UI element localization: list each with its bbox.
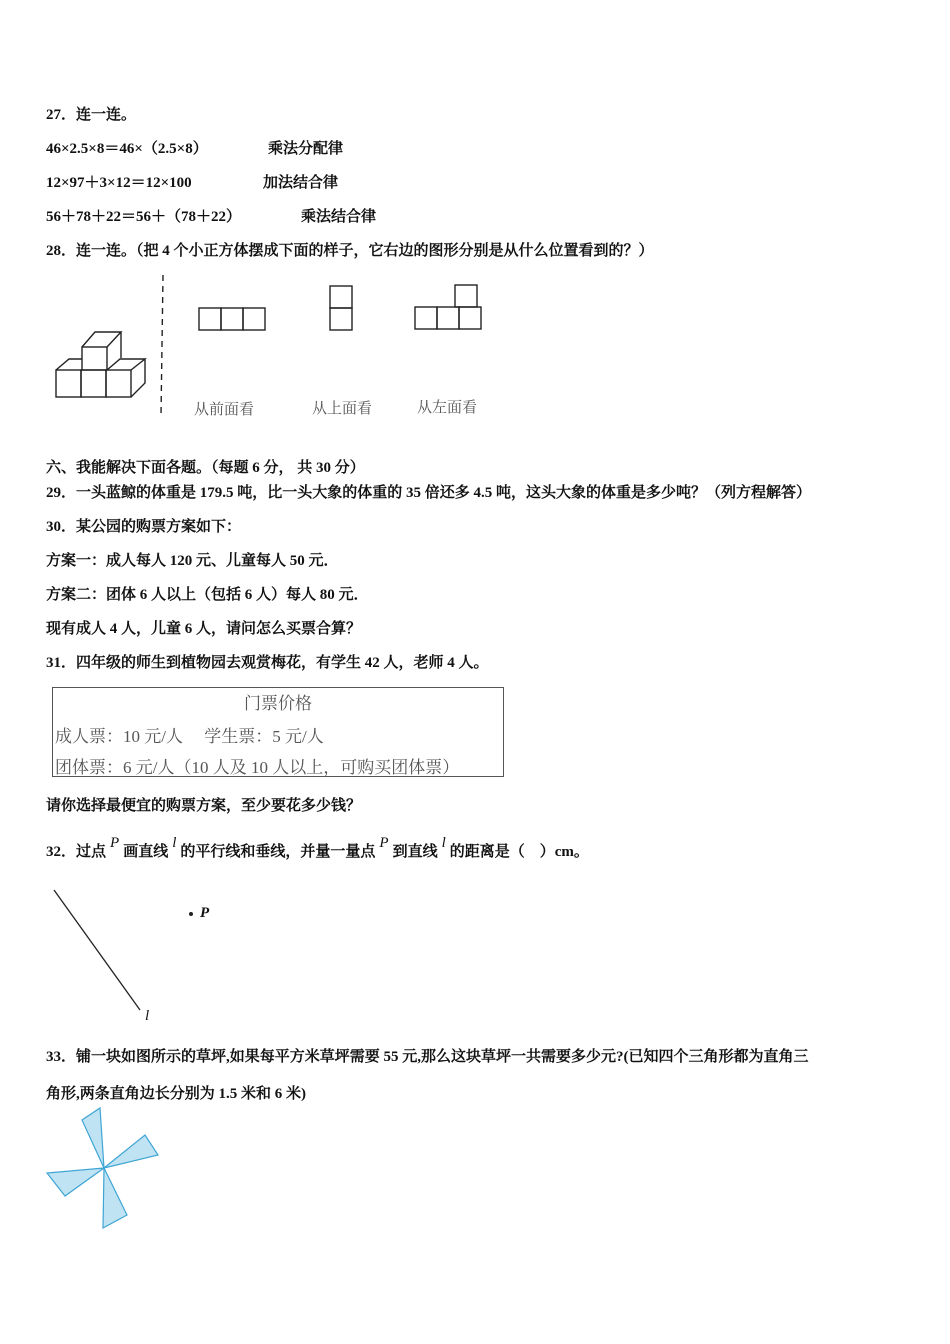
- q27-title: 27．连一连。: [46, 107, 137, 123]
- q27-law-2: 加法结合律: [263, 175, 339, 191]
- q30-title: 30．某公园的购票方案如下：: [46, 519, 242, 535]
- line-l: [54, 890, 140, 1010]
- q30-plan1: 方案一：成人每人 120 元、儿童每人 50 元．: [46, 553, 339, 569]
- q30-question: 现有成人 4 人，儿童 6 人，请问怎么买票合算？: [46, 621, 362, 637]
- triangle-left: [47, 1168, 104, 1196]
- pinwheel-figure: [40, 1100, 170, 1235]
- q32-part: 画直线: [123, 844, 169, 860]
- table-heading: 门票价格: [244, 694, 312, 713]
- q32-part: 32．过点: [46, 844, 107, 860]
- q31-title: 31．四年级的师生到植物园去观赏梅花，有学生 42 人，老师 4 人。: [46, 655, 489, 671]
- q27-law-1: 乘法分配律: [268, 141, 344, 157]
- var-l: l: [441, 835, 446, 851]
- section-heading: 六、我能解决下面各题。（每题 6 分， 共 30 分）: [46, 460, 365, 476]
- q31-question: 请你选择最便宜的购票方案，至少要花多少钱？: [46, 798, 362, 814]
- q29: 29．一头蓝鲸的体重是 179.5 吨，比一头大象的体重的 35 倍还多 4.5 吨，这头大象的体重是多少吨？（列方程解答）: [46, 485, 812, 501]
- triangle-top: [82, 1108, 104, 1168]
- line-and-point-figure: [40, 880, 240, 1030]
- caption-left: 从左面看: [417, 398, 478, 416]
- var-l: l: [172, 835, 177, 851]
- table-row-2: 团体票：6 元/人（10 人及 10 人以上，可购买团体票）: [55, 758, 460, 777]
- q30-plan2: 方案二：团体 6 人以上（包括 6 人）每人 80 元．: [46, 587, 369, 603]
- dashed-divider: [161, 275, 163, 415]
- q33-line2: 角形,两条直角边长分别为 1.5 米和 6 米): [46, 1086, 306, 1102]
- q27-expr-2: 12×97＋3×12＝12×100: [46, 175, 192, 191]
- point-P: [189, 912, 193, 916]
- q32-part: 的平行线和垂线，并量一量点: [180, 844, 376, 860]
- ticket-price-table: [52, 687, 504, 777]
- triangle-right: [104, 1135, 158, 1168]
- q27-law-3: 乘法结合律: [301, 209, 377, 225]
- q32-part: 的距离是（ ）cm。: [449, 844, 589, 860]
- q32-part: 到直线: [392, 844, 438, 860]
- front-view: [199, 308, 265, 330]
- table-row-1: 成人票：10 元/人 学生票：5 元/人: [55, 727, 324, 746]
- caption-top: 从上面看: [312, 399, 373, 417]
- q33-line1: 33．铺一块如图所示的草坪,如果每平方米草坪需要 55 元,那么这块草坪一共需要多少元?(已知四个三角形都为直角三: [46, 1049, 809, 1065]
- left-view: [415, 285, 481, 329]
- line-l-label: l: [145, 1008, 150, 1024]
- top-view: [330, 286, 352, 330]
- caption-front: 从前面看: [194, 400, 255, 418]
- point-P-label: P: [200, 905, 210, 921]
- q27-expr-1: 46×2.5×8＝46×（2.5×8）: [46, 141, 208, 157]
- var-P: P: [379, 835, 389, 851]
- cube-stack-drawing: [56, 332, 145, 397]
- q28-title: 28．连一连。（把 4 个小正方体摆成下面的样子，它右边的图形分别是从什么位置看到的？）: [46, 243, 654, 259]
- var-P: P: [110, 835, 120, 851]
- triangle-bottom: [103, 1168, 127, 1228]
- q32-text: [46, 835, 589, 861]
- q27-expr-3: 56＋78＋22＝56＋（78＋22）: [46, 209, 242, 225]
